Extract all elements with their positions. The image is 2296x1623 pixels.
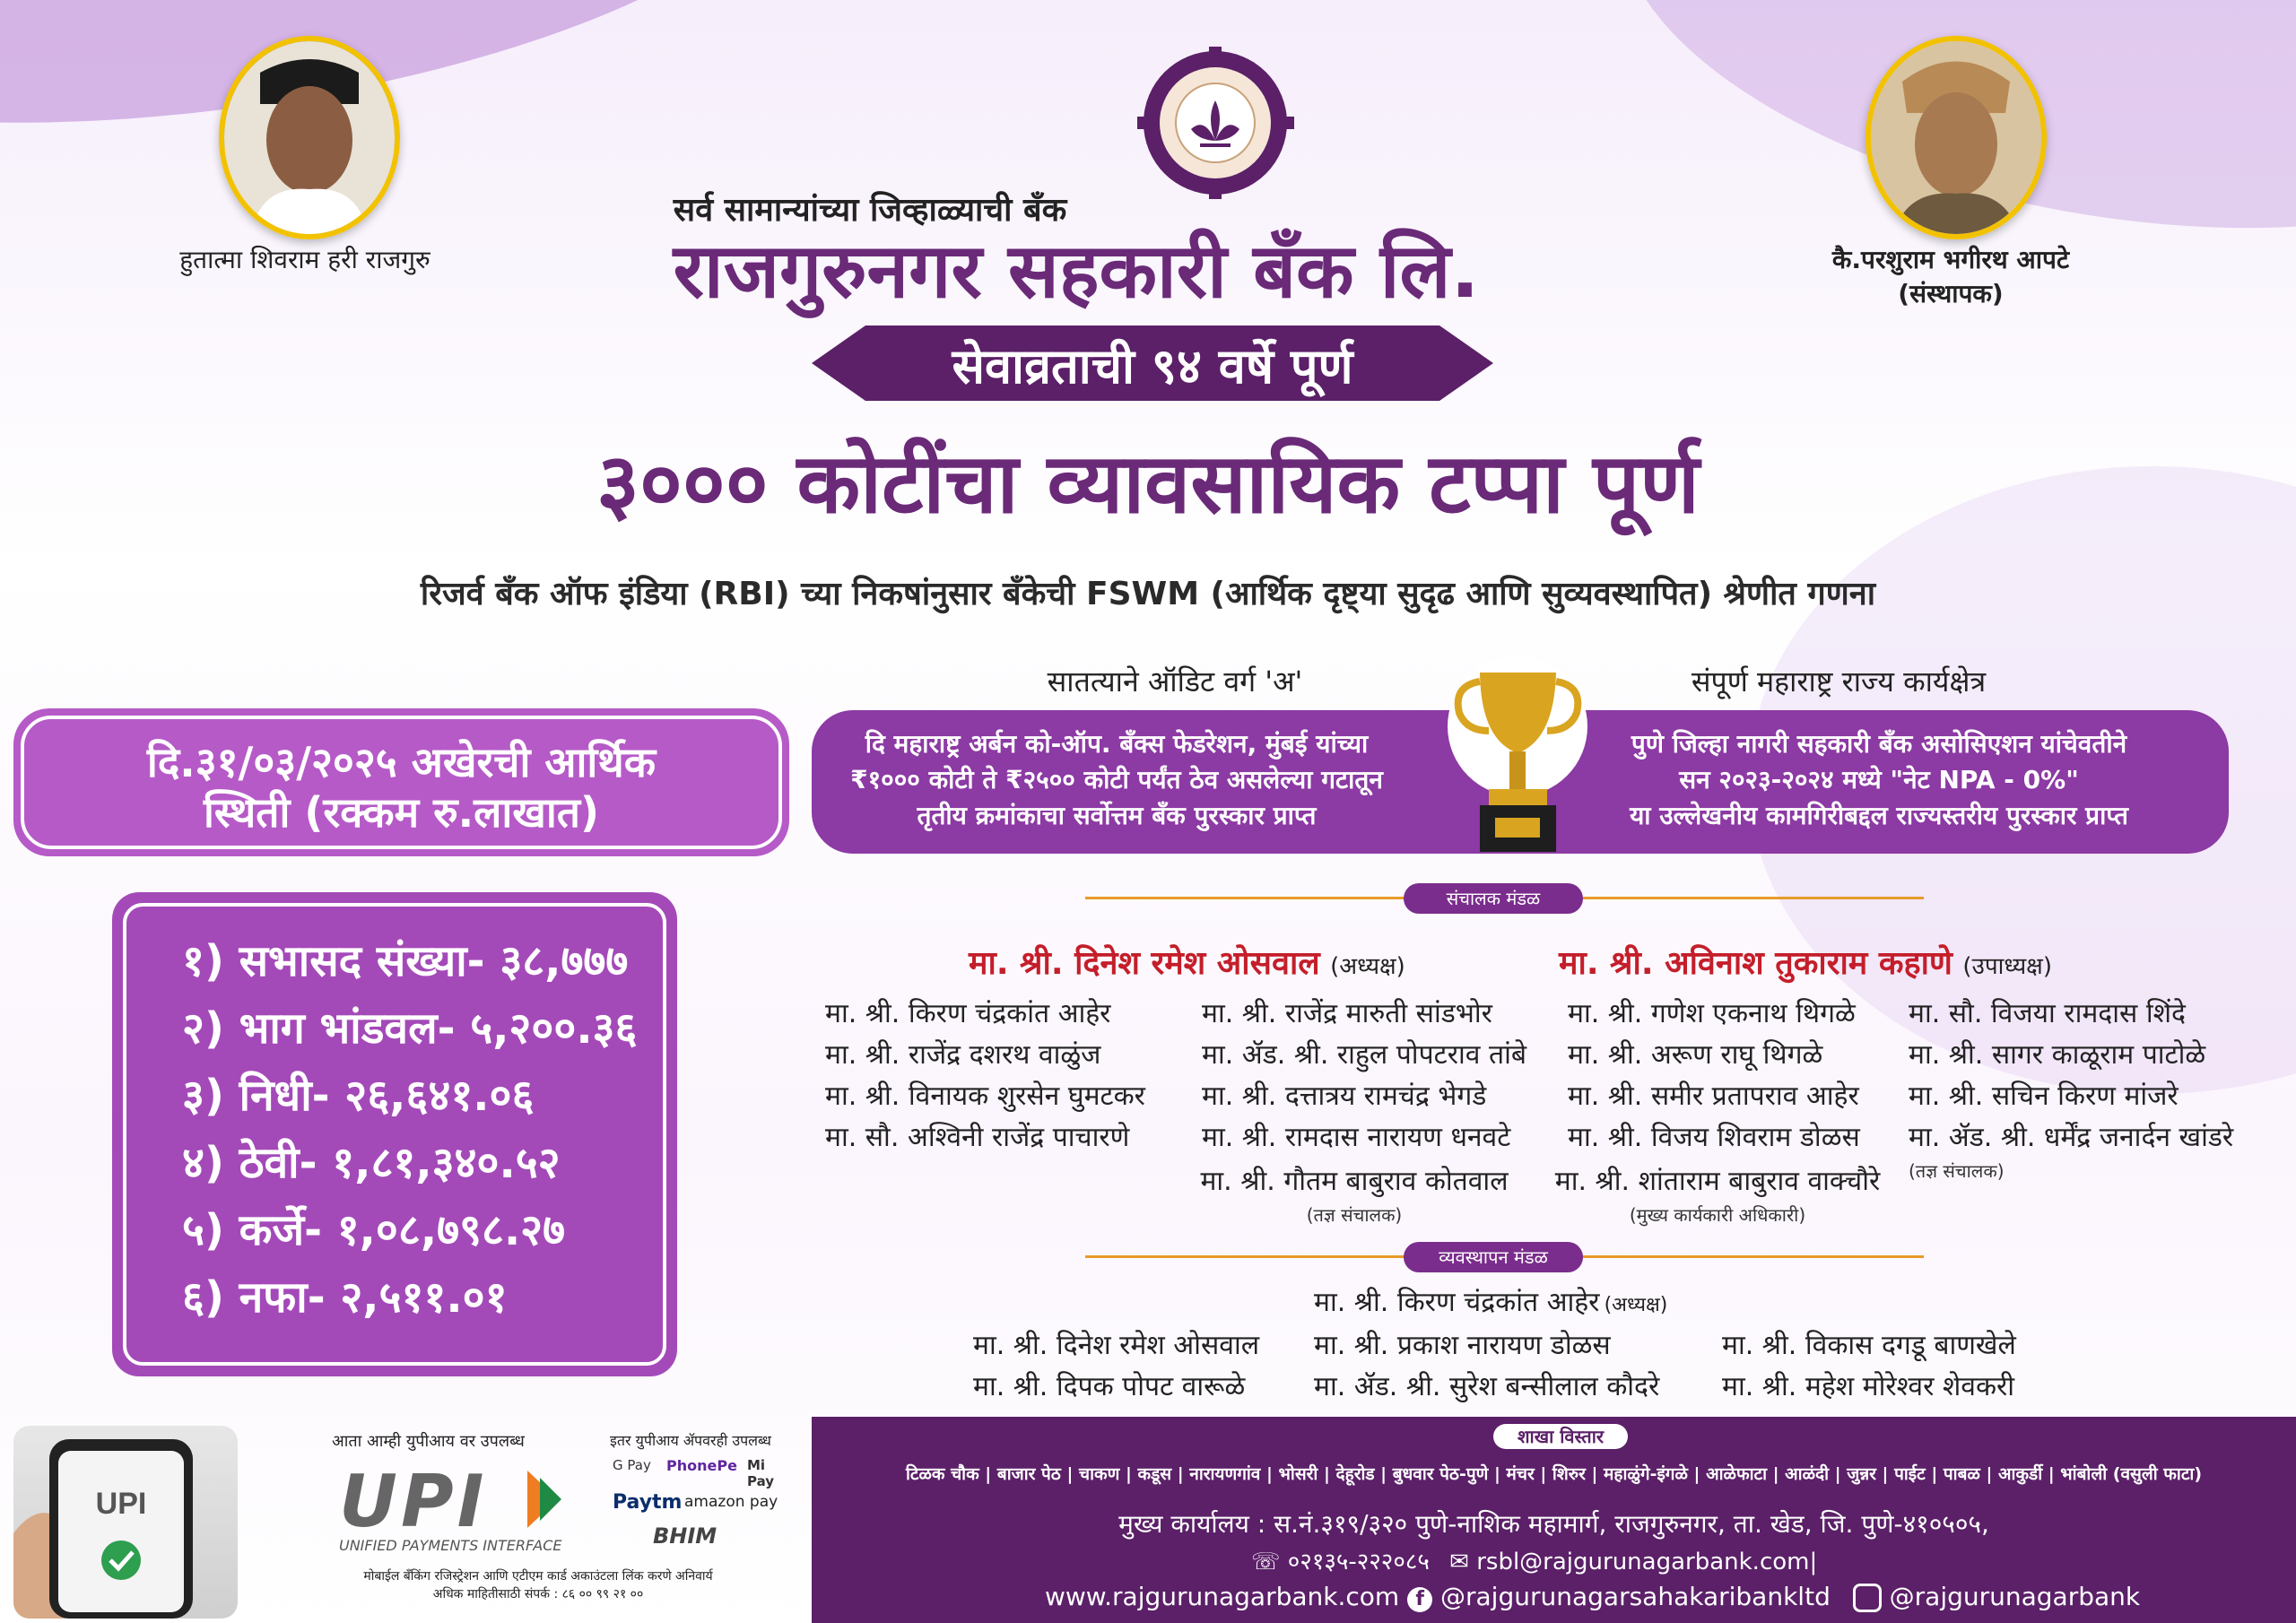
expert-director-note: (तज्ञ संचालक) — [1909, 1160, 2005, 1182]
management-head-role: (अध्यक्ष) — [1604, 1294, 1668, 1316]
director-name: मा. सौ. विजया रामदास शिंदे — [1909, 998, 2186, 1029]
stat-members: १) सभासद संख्या- ३८,७७७ — [182, 936, 629, 986]
amazonpay-icon: amazon pay — [684, 1493, 778, 1511]
stat-share-capital: २) भाग भांडवल- ५,२००.३६ — [182, 1003, 638, 1054]
director-name: मा. श्री. दत्तात्रय रामचंद्र भेगडे — [1202, 1081, 1487, 1112]
director-name: मा. सौ. अश्विनी राजेंद्र पाचारणे — [825, 1122, 1130, 1153]
phone-number[interactable]: ०२१३५-२२२०८५ — [1287, 1549, 1430, 1575]
management-column-2 — [1314, 1325, 1659, 1408]
bank-name: राजगुरुनगर सहकारी बँक लि. — [673, 227, 1480, 315]
branches-list: टिळक चौक | बाजार पेठ | चाकण | कडूस | नारायणगांव | भोसरी | देहूरोड | बुधवार पेठ-पुणे | मंचर | शिरुर | महाळुंगे-इंगळे | आळेफाटा | आळंदी | जुन्नर | पाईट | पाबळ | आकुर्डी | भांबोली (वसुली फाटा) — [905, 1464, 2203, 1484]
director-name: मा. श्री. गणेश एकनाथ थिगळे — [1568, 998, 1856, 1029]
management-head — [1314, 1282, 1667, 1324]
rbi-line: रिजर्व बँक ऑफ इंडिया (RBI) च्या निकषांनुसार बँकेची FSWM (आर्थिक दृष्ट्या सुदृढ आणि सुव्यवस्थापित) श्रेणीत गणना — [420, 576, 1876, 612]
member-name: मा. श्री. दिपक पोपट वारूळे — [973, 1371, 1246, 1402]
left-portrait-caption: हुतात्मा शिवराम हरी राजगुरु — [179, 245, 430, 274]
bg-swoosh — [0, 0, 828, 187]
phone-hand-image — [13, 1426, 238, 1619]
finance-heading-line-1: दि.३१/०३/२०२५ अखेरची आर्थिक — [146, 738, 657, 786]
finance-heading-pill — [13, 708, 789, 856]
trophy — [1439, 655, 1596, 856]
member-name: मा. ॲड. श्री. सुरेश बन्सीलाल कौदरे — [1314, 1371, 1660, 1402]
board-vice-chairman — [1559, 940, 2052, 984]
director-name: मा. श्री. सागर काळूराम पाटोळे — [1909, 1039, 2206, 1071]
right-portrait-subcaption: (संस्थापक) — [1898, 279, 2004, 308]
trophy-icon — [1439, 655, 1596, 856]
upi-note-1: मोबाईल बँकिंग रजिस्ट्रेशन आणि एटीएम कार्ड अकाउंटला लिंक करणे अनिवार्य — [363, 1569, 713, 1584]
finance-heading-line-2: स्थिती (रक्कम रु.लाखात) — [203, 788, 600, 837]
award-left-line-1: दि महाराष्ट्र अर्बन को-ऑप. बँक्स फेडरेशन, मुंबई यांच्या — [865, 729, 1369, 759]
mipay-icon: Mi Pay — [747, 1457, 775, 1489]
instagram-icon — [1853, 1584, 1882, 1612]
website-link[interactable]: www.rajgurunagarbank.com — [1045, 1582, 1400, 1611]
lotus-gear-logo-icon — [1128, 47, 1303, 199]
ceo-note: (मुख्य कार्यकारी अधिकारी) — [1629, 1204, 1806, 1226]
portrait-apte — [1866, 36, 2047, 239]
upi-logo: UPI — [339, 1460, 488, 1543]
tagline: सर्व सामान्यांच्या जिव्हाळ्याची बँक — [673, 192, 1067, 229]
board-column-3 — [1568, 994, 1860, 1159]
award-left-line-3: तृतीय क्रमांकाचा सर्वोत्तम बँक पुरस्कार प्राप्त — [917, 801, 1317, 830]
stat-loans: ५) कर्जे- १,०८,७९८.२७ — [182, 1205, 566, 1255]
management-head-name: मा. श्री. किरण चंद्रकांत आहेर — [1314, 1287, 1600, 1318]
management-label: व्यवस्थापन मंडळ — [1404, 1242, 1583, 1272]
board-column-4 — [1909, 994, 2233, 1183]
director-name: मा. श्री. समीर प्रतापराव आहेर — [1568, 1081, 1859, 1112]
award-right-line-3: या उल्लेखनीय कामगिरीबद्दल राज्यस्तरीय पुरस्कार प्राप्त — [1630, 801, 2128, 830]
facebook-icon: f — [1407, 1587, 1432, 1612]
stat-profit: ६) नफा- २,५११.०१ — [182, 1272, 508, 1323]
finance-stats-box — [112, 892, 677, 1376]
email-address[interactable]: rsbl@rajgurunagarbank.com| — [1476, 1549, 1818, 1575]
award-right-line-2: सन २०२३-२०२४ मध्ये "नेट NPA - 0%" — [1679, 765, 2079, 794]
other-apps-label: इतर युपीआय ॲपवरही उपलब्ध — [610, 1432, 771, 1449]
director-name: मा. श्री. रामदास नारायण धनवटे — [1202, 1122, 1511, 1153]
director-name: मा. श्री. विजय शिवराम डोळस — [1568, 1122, 1860, 1153]
vice-chairman-name: मा. श्री. अविनाश तुकाराम कहाणे — [1559, 945, 1952, 982]
portrait-rajguru-icon — [224, 41, 395, 234]
management-column-3 — [1722, 1325, 2016, 1408]
upi-arrow-green-icon — [540, 1478, 561, 1521]
director-name: मा. श्री. राजेंद्र मारुती सांडभोर — [1202, 998, 1492, 1029]
member-name: मा. श्री. विकास दगडू बाणखेले — [1722, 1330, 2016, 1361]
board-column-1 — [825, 994, 1145, 1159]
vice-chairman-role: (उपाध्यक्ष) — [1962, 953, 2052, 980]
milestone-heading: ३००० कोटींचा व्यावसायिक टप्पा पूर्ण — [596, 436, 1700, 532]
upi-available: आता आम्ही युपीआय वर उपलब्ध — [332, 1432, 525, 1451]
stat-reserves: ३) निधी- २६,६४१.०६ — [182, 1071, 535, 1121]
upi-apps-grid — [613, 1457, 783, 1565]
portrait-apte-icon — [1871, 41, 2041, 234]
management-column-1 — [973, 1325, 1259, 1408]
service-years-text: सेवाव्रताची ९४ वर्षे पूर्ण — [952, 338, 1353, 395]
contact-line — [1251, 1544, 1817, 1576]
expert-director-note: (तज्ञ संचालक) — [1306, 1204, 1403, 1226]
svg-text:UPI: UPI — [95, 1487, 147, 1521]
director-name: मा. श्री. विनायक शुरसेन घुमटकर — [825, 1081, 1145, 1112]
director-name: मा. श्री. राजेंद्र दशरथ वाळुंज — [825, 1039, 1101, 1071]
branches-label: शाखा विस्तार — [1493, 1424, 1628, 1449]
phone-icon: ☏ — [1251, 1549, 1281, 1575]
audit-label: सातत्याने ऑडिट वर्ग 'अ' — [1047, 664, 1303, 699]
director-name: मा. श्री. गौतम बाबुराव कोतवाल — [1200, 1166, 1509, 1197]
gpay-icon: G Pay — [613, 1457, 651, 1473]
bhim-icon: BHIM — [653, 1523, 718, 1549]
service-years-banner — [812, 318, 1493, 408]
area-label: संपूर्ण महाराष्ट्र राज्य कार्यक्षेत्र — [1691, 664, 1987, 699]
member-name: मा. श्री. दिनेश रमेश ओसवाल — [973, 1330, 1260, 1361]
upi-note-2: अधिक माहितीसाठी संपर्क : ८६ ०० ९९ २१ ०० — [432, 1587, 644, 1601]
paytm-icon: Paytm — [613, 1491, 683, 1514]
member-name: मा. श्री. प्रकाश नारायण डोळस — [1314, 1330, 1611, 1361]
phone-upi-icon — [13, 1426, 238, 1619]
phonepe-icon: PhonePe — [666, 1457, 737, 1474]
director-name: मा. श्री. शांताराम बाबुराव वाक्चौरे — [1554, 1166, 1881, 1197]
email-icon: ✉ — [1449, 1549, 1469, 1575]
award-right-line-1: पुणे जिल्हा नागरी सहकारी बँक असोसिएशन यांचेवतीने — [1631, 729, 2127, 759]
facebook-handle[interactable]: @rajgurunagarsahakaribankltd — [1440, 1582, 1831, 1611]
right-portrait-caption: कै.परशुराम भगीरथ आपटे — [1831, 245, 2070, 274]
board-chairman — [969, 940, 1405, 984]
head-office-address: मुख्य कार्यालय : स.नं.३१९/३२० पुणे-नाशिक महामार्ग, राजगुरुनगर, ता. खेड, जि. पुणे-४१०५०५, — [1118, 1509, 1989, 1539]
instagram-handle[interactable]: @rajgurunagarbank — [1889, 1582, 2141, 1611]
stat-deposits: ४) ठेवी- १,८१,३४०.५२ — [182, 1138, 561, 1188]
chairman-role: (अध्यक्ष) — [1330, 953, 1405, 980]
director-name: मा. ॲड. श्री. धर्मेंद्र जनार्दन खांडरे — [1909, 1122, 2234, 1153]
director-name: मा. श्री. किरण चंद्रकांत आहेर — [825, 998, 1111, 1029]
finance-stats-list — [182, 928, 666, 1332]
footer — [812, 1417, 2296, 1623]
director-name: मा. श्री. सचिन किरण मांजरे — [1909, 1081, 2179, 1112]
board-gautam — [1157, 1161, 1552, 1227]
board-shantaram — [1529, 1161, 1906, 1227]
board-label: संचालक मंडळ — [1404, 883, 1583, 914]
upi-subtitle: UNIFIED PAYMENTS INTERFACE — [339, 1537, 562, 1554]
bank-logo — [1128, 47, 1303, 199]
member-name: मा. श्री. महेश मोरेश्वर शेवकरी — [1722, 1371, 2015, 1402]
chairman-name: मा. श्री. दिनेश रमेश ओसवाल — [969, 945, 1320, 982]
board-column-2 — [1202, 994, 1526, 1159]
director-name: मा. श्री. अरूण राघू थिगळे — [1568, 1039, 1823, 1071]
director-name: मा. ॲड. श्री. राहुल पोपटराव तांबे — [1202, 1039, 1526, 1071]
award-left-line-2: ₹१००० कोटी ते ₹२५०० कोटी पर्यंत ठेव असलेल्या गटातून — [850, 765, 1383, 794]
social-line — [1045, 1582, 2140, 1612]
portrait-rajguru — [219, 36, 400, 239]
